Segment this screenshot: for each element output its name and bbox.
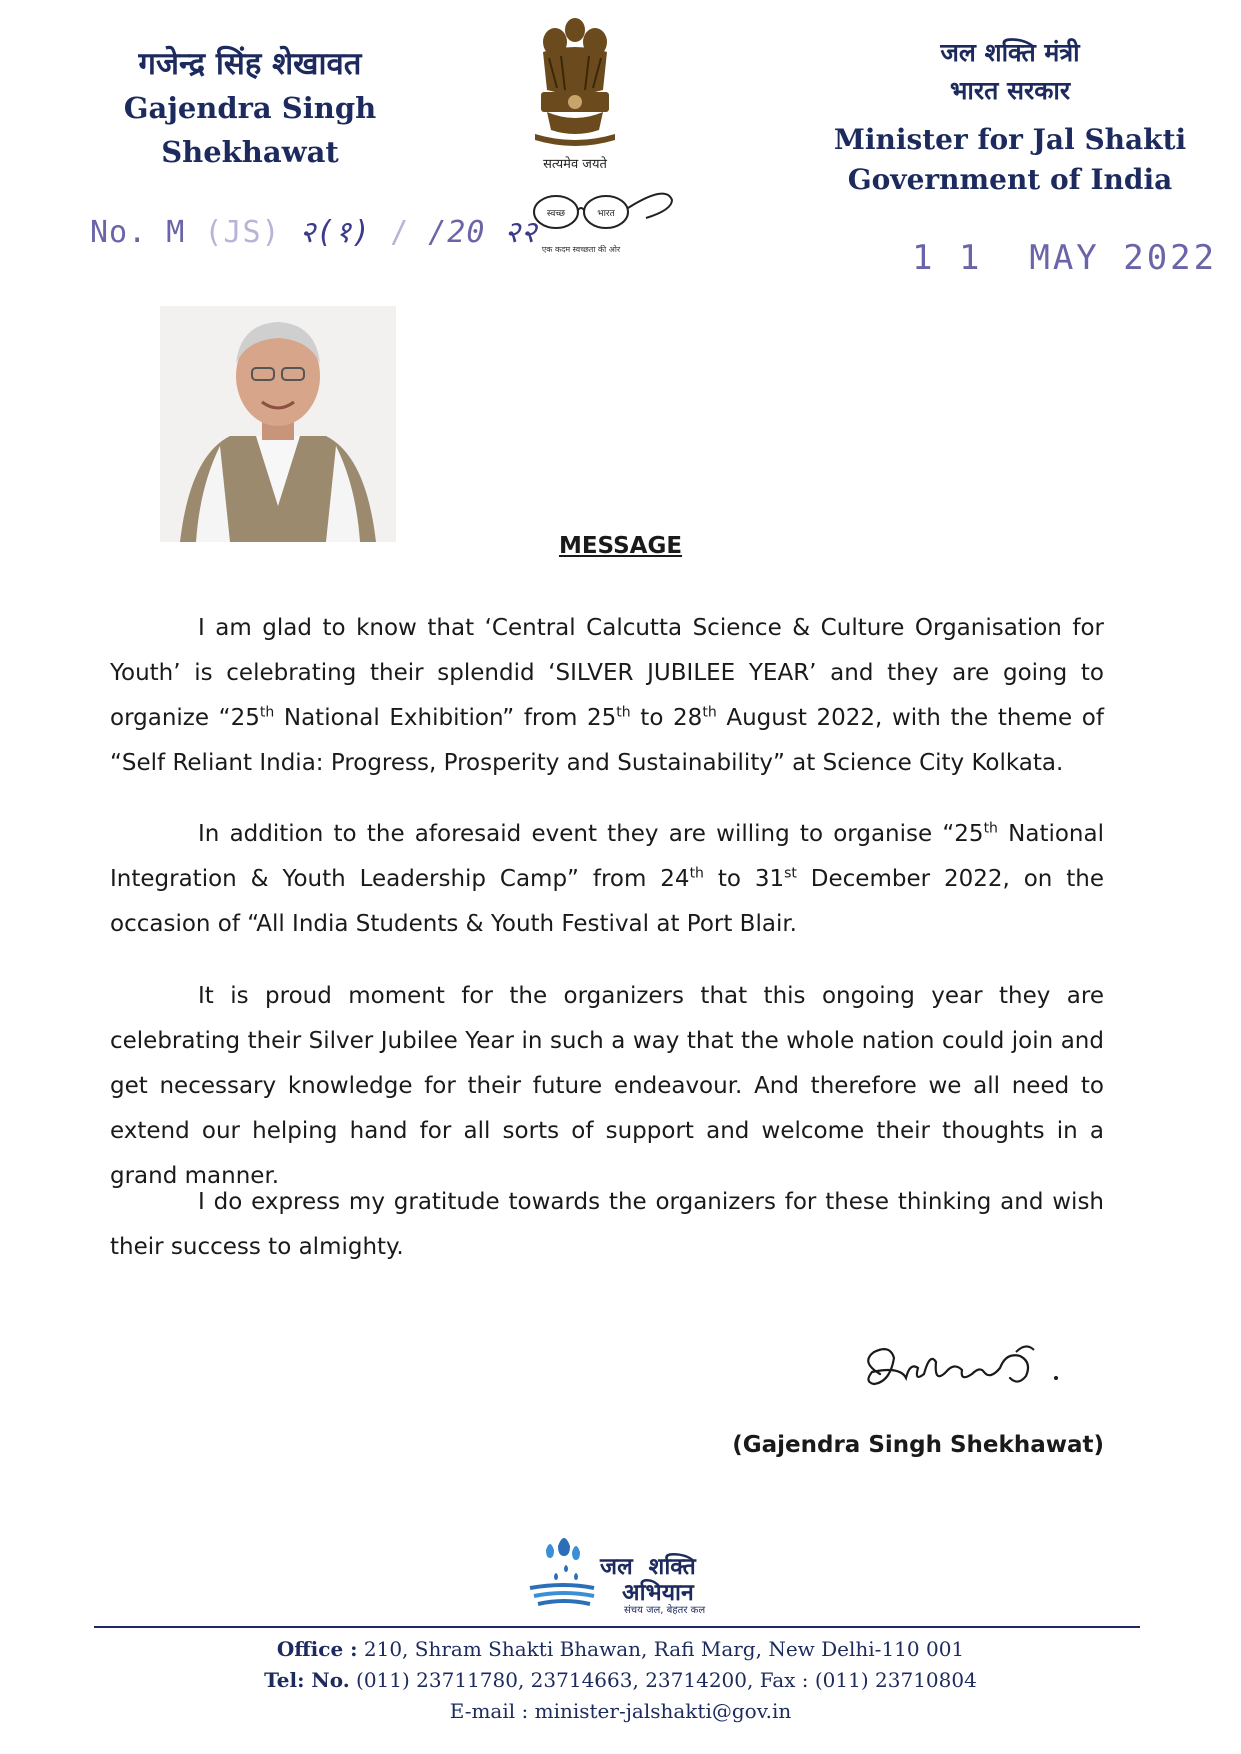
title-english-2: Government of India — [847, 163, 1173, 196]
message-paragraph-3: It is proud moment for the organizers that this ongoing year they are celebrating their Silver Jubilee Year in such a way that the whole nation could join and get necessary knowledge for their future endeavour. And therefore we all need to extend our helping hand for all sorts of support and welcome their thoughts in a grand manner. — [110, 983, 1104, 1189]
minister-name-block — [40, 42, 460, 174]
minister-photo — [160, 306, 396, 542]
state-emblem — [520, 12, 630, 172]
message-paragraph-4: I do express my gratitude towards the organizers for these thinking and wish their success to almighty. — [110, 1189, 1104, 1260]
jal-shakti-abhiyan-title — [600, 1554, 696, 1606]
date-stamp: 1 1 MAY 2022 — [912, 238, 1218, 278]
office-contact-block — [0, 1634, 1241, 1727]
gandhi-spectacles-icon — [526, 188, 676, 240]
ref-year: /20 — [428, 215, 486, 250]
office-address: Office : 210, Shram Shakti Bhawan, Rafi Marg, New Delhi-110 001 — [276, 1637, 965, 1661]
swachh-left-text: स्वच्छ — [546, 209, 566, 219]
signature-icon — [850, 1322, 1090, 1412]
lion-capital-icon — [527, 12, 623, 152]
ref-separator: / — [390, 215, 410, 250]
water-drops-icon — [524, 1530, 604, 1620]
ref-prefix: No. M — [90, 215, 186, 250]
telephone-numbers: Tel: No. (011) 23711780, 23714663, 23714200, Fax : (011) 23710804 — [264, 1668, 977, 1692]
minister-name-english: Gajendra Singh Shekhawat — [123, 91, 377, 169]
message-paragraph-1: I am glad to know that ‘Central Calcutta Science & Culture Organisation for Youth’ is celebrating their splendid ‘SILVER JUBILEE YEAR’ and they are going to organize “25th National Exhibition” from 25th to 28th August 2022, with the theme of “Self Reliant India: Progress, Prosperity and Sustainability” at Science City Kolkata. — [110, 615, 1104, 776]
ref-year-handwritten: २२ — [504, 215, 538, 250]
portrait-image — [160, 306, 396, 542]
minister-name-hindi: गजेन्द्र सिंह शेखावत — [138, 46, 362, 82]
emblem-motto: सत्यमेव जयते — [543, 157, 607, 172]
message-paragraph-2: In addition to the aforesaid event they are willing to organise “25th National Integration & Youth Leadership Camp” from 24th to 31st December 2022, on the occasion of “All India Students & Youth Festival at Port Blair. — [110, 820, 1104, 937]
title-english-1: Minister for Jal Shakti — [833, 123, 1187, 156]
signatory-name: (Gajendra Singh Shekhawat) — [732, 1432, 1104, 1458]
message-heading: MESSAGE — [558, 533, 683, 559]
handwritten-signature — [850, 1322, 1090, 1416]
ref-faint: (JS) — [204, 215, 281, 250]
ref-handwritten: २(१) — [299, 215, 372, 250]
swachh-bharat-logo — [526, 188, 676, 255]
swachh-tagline: एक कदम स्वच्छता की ओर — [541, 245, 621, 254]
title-hindi-1: जल शक्ति मंत्री — [940, 38, 1080, 67]
minister-title-block — [820, 34, 1200, 200]
footer-divider — [94, 1626, 1140, 1628]
jsa-line-1: जल शक्ति — [600, 1554, 696, 1580]
jsa-line-2: अभियान — [622, 1580, 694, 1606]
jal-shakti-abhiyan-tagline: संचय जल, बेहतर कल — [624, 1605, 706, 1616]
reference-number-stamp — [90, 210, 538, 251]
title-hindi-2: भारत सरकार — [949, 76, 1071, 105]
email-address: E-mail : minister-jalshakti@gov.in — [449, 1699, 792, 1723]
swachh-right-text: भारत — [597, 209, 615, 219]
